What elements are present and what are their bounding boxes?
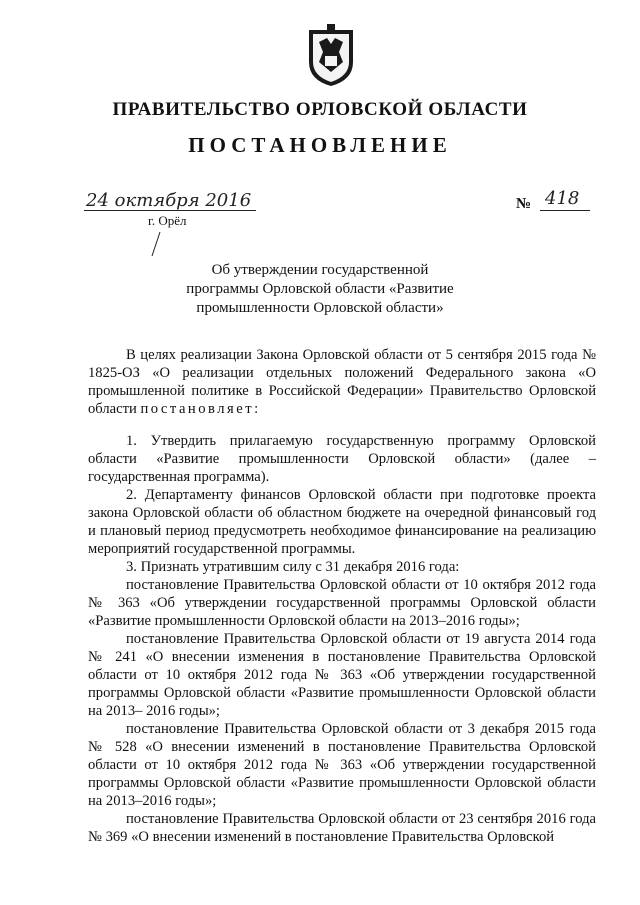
number-underline	[540, 210, 590, 211]
document-title	[160, 261, 480, 318]
preamble-text: В целях реализации Закона Орловской области от 5 сентября 2015 года № 1825-ОЗ «О реализации отдельных положений Федерального закона «О промышленной политике в Российской Федерации» Правительство Орловской области	[88, 347, 596, 417]
item-3d-paragraph: постановление Правительства Орловской области от 23 сентября 2016 года № 369 «О внесении изменений в постановление Правительства Орловской	[88, 811, 596, 845]
document-type: ПОСТАНОВЛЕНИЕ	[188, 133, 452, 157]
government-name: ПРАВИТЕЛЬСТВО ОРЛОВСКОЙ ОБЛАСТИ	[112, 99, 528, 120]
handwritten-tick-mark	[150, 230, 162, 258]
preamble-action: постановляет:	[140, 401, 261, 417]
document-body	[88, 346, 596, 846]
document-number: 418	[545, 188, 580, 209]
document-city: г. Орёл	[148, 213, 187, 228]
coat-of-arms-emblem	[305, 22, 357, 88]
number-label: №	[516, 196, 532, 212]
date-underline	[84, 210, 256, 211]
title-line: программы Орловской области «Развитие	[186, 281, 454, 297]
title-line: промышленности Орловской области»	[196, 300, 444, 316]
item-1-paragraph: 1. Утвердить прилагаемую государственную программу Орловской области «Развитие промышленности Орловской области» (далее – государственная программа).	[88, 433, 596, 485]
item-3a-paragraph: постановление Правительства Орловской области от 10 октября 2012 года № 363 «Об утверждении государственной программы Орловской области «Развитие промышленности Орловской области на 2013–2016 годы»;	[88, 577, 596, 629]
preamble-paragraph	[88, 346, 596, 418]
item-3b-paragraph: постановление Правительства Орловской области от 19 августа 2014 года № 241 «О внесении изменения в постановление Правительства Орловской области от 10 октября 2012 года № 363 «Об утверждении государственной программы Орловской области «Развитие промышленности Орловской области на 2013– 2016 годы»;	[88, 631, 596, 719]
title-line: Об утверждении государственной	[211, 262, 429, 278]
item-3c-paragraph: постановление Правительства Орловской области от 3 декабря 2015 года № 528 «О внесении изменений в постановление Правительства Орловской области от 10 октября 2012 года № 363 «Об утверждении государственной программы Орловской области «Развитие промышленности Орловской области на 2013–2016 годы»;	[88, 721, 596, 809]
document-date: 24 октября 2016	[86, 190, 252, 211]
item-3-paragraph: 3. Признать утратившим силу с 31 декабря 2016 года:	[126, 559, 460, 575]
item-2-paragraph: 2. Департаменту финансов Орловской области при подготовке проекта закона Орловской области об областном бюджете на очередной финансовый год и плановый период предусмотреть необходимое финансирование на реализацию мероприятий государственной программы.	[88, 487, 596, 557]
